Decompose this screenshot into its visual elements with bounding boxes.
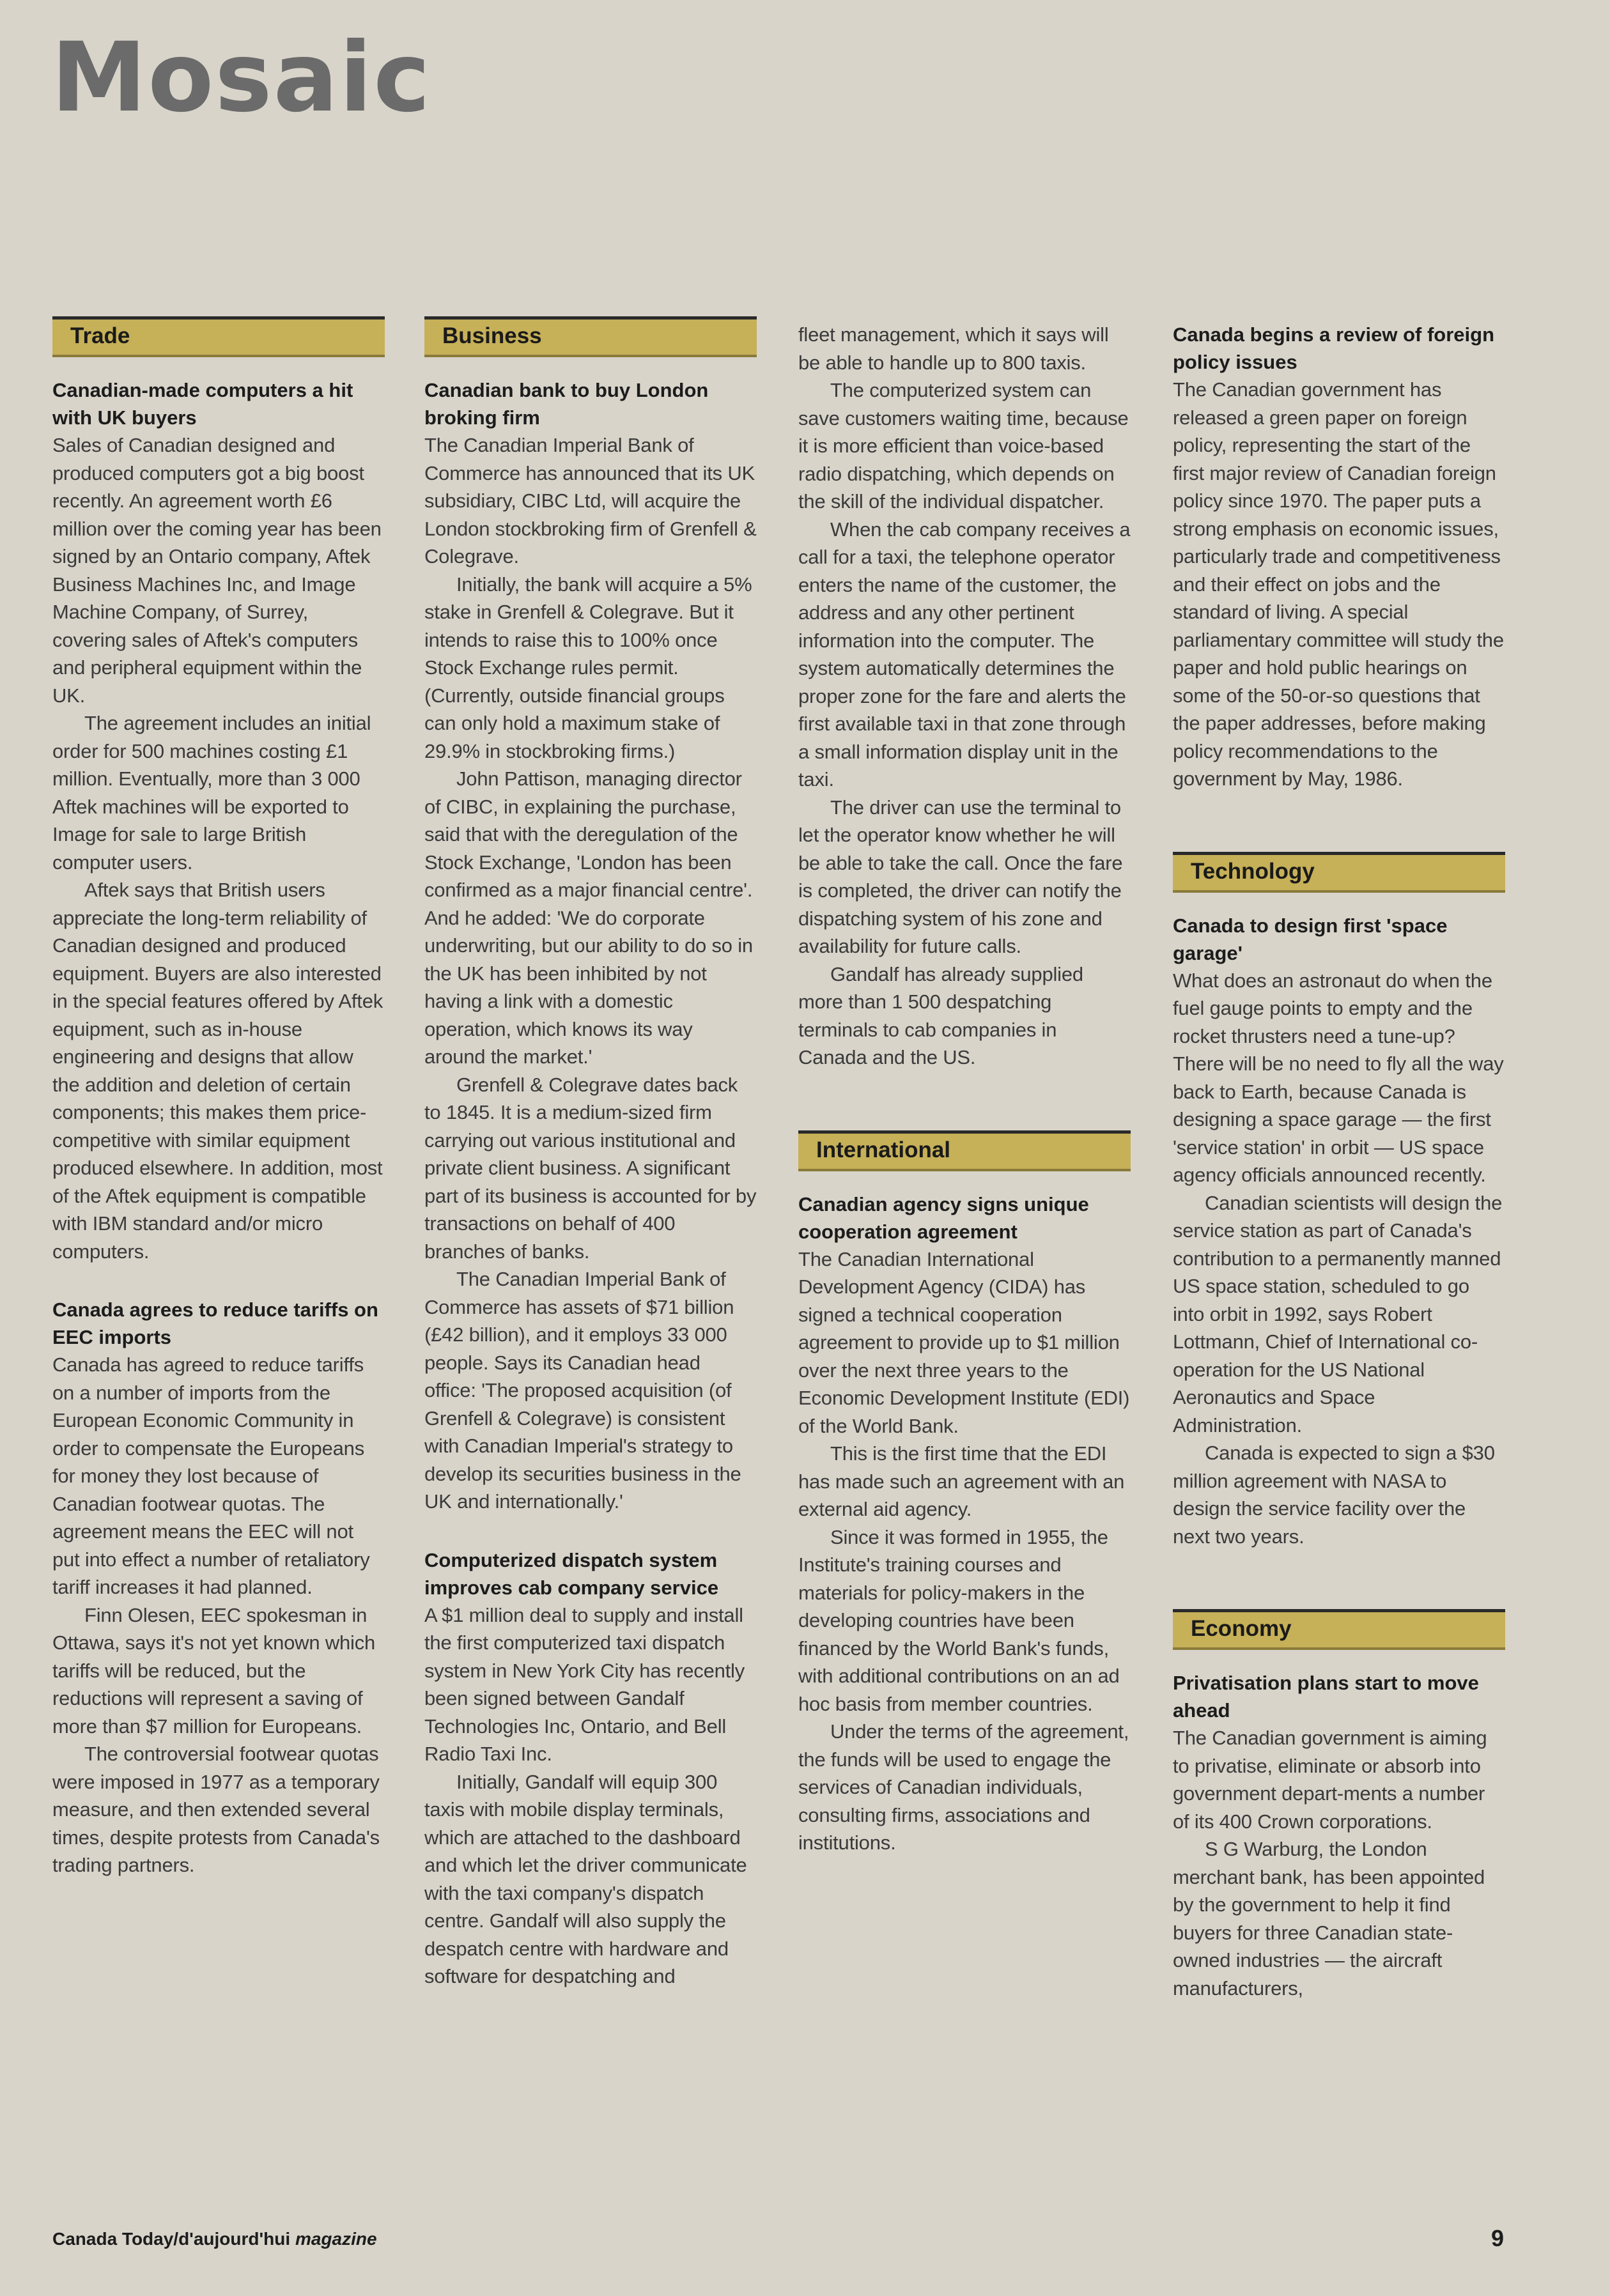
paragraph: John Pattison, managing director of CIBC, in explaining the purchase, said that with the deregulation of the Stock Exchange, 'London has been confirmed as a major financial centre'. And he added: 'We do corporate underwriting, but our ability to do so in the UK has been inhibited by not having a link with a domestic operation, which knows its way around the market.' [424,767,753,1068]
section-band-technology: Technology [1173,852,1505,890]
headline: Canadian bank to buy London broking firm [424,379,709,429]
paragraph: Finn Olesen, EEC spokesman in Ottawa, says it's not yet known which tariffs will be reduced, but the reductions will represent a saving of more than $7 million for Europeans. [52,1603,376,1737]
paragraph: What does an astronaut do when the fuel gauge points to empty and the rocket thrusters need a tune-up? There will be no need to fly all the way back to Earth, because Canada is designing a space garage — the first 'service station' in orbit — US space agency officials announced recently. [1173,969,1504,1186]
paragraph: Gandalf has already supplied more than 1 500 despatching terminals to cab companies in Canada and the US. [798,962,1083,1068]
article-computers-uk [52,376,385,1265]
paragraph: Canadian scientists will design the service station as part of Canada's contribution to a permanently manned US space station, scheduled to go into orbit in 1992, says Robert Lottmann, Chief of International co-operation for the US National Aeronautics and Space Administration. [1173,1191,1503,1437]
paragraph: Sales of Canadian designed and produced computers got a big boost recently. An agreement worth £6 million over the coming year has been signed by an Ontario company, Aftek Business Machines Inc, and Image Machine Company, of Surrey, covering sales of Aftek's computers and peripheral equipment within the UK. [52,434,382,707]
article-space-garage [1173,912,1505,1551]
headline: Computerized dispatch system improves cab company service [424,1548,719,1599]
headline: Privatisation plans start to move ahead [1173,1672,1479,1722]
article-bank-broking [424,376,757,1516]
column-2 [424,316,757,1991]
paragraph: Grenfell & Colegrave dates back to 1845. It is a medium-sized firm carrying out various institutional and private client business. A significant part of its business is accounted for by transactions on behalf of 400 branches of banks. [424,1073,757,1263]
paragraph: The controversial footwear quotas were imposed in 1977 as a temporary measure, and then extended several times, despite protests from Canada's trading partners. [52,1743,380,1876]
article-foreign-policy [1173,321,1505,793]
paragraph: Since it was formed in 1955, the Institute's training courses and materials for policy-makers in the developing countries have been financed by the World Bank's funds, with additional contributions on an ad hoc basis from member countries. [798,1525,1120,1715]
page-number: 9 [1491,2225,1505,2251]
paragraph: The Canadian Imperial Bank of Commerce has announced that its UK subsidiary, CIBC Ltd, will acquire the London stockbroking firm of Grenfell & Colegrave. [424,434,757,567]
article-cida-agreement [798,1190,1131,1857]
column-4 [1173,321,1505,2002]
paragraph: Initially, Gandalf will equip 300 taxis with mobile display terminals, which are attached to the dashboard and which let the driver communicate with the taxi company's dispatch centre. Gandalf will also supply the despatch centre with hardware and software for despatching and [424,1770,747,1987]
footer-publication-title [52,2229,377,2249]
section-band-business: Business [424,316,757,355]
article-eec-tariffs [52,1296,385,1879]
footer-title-suffix: magazine [295,2229,377,2249]
headline: Canada to design first 'space garage' [1173,914,1448,964]
column-3 [798,321,1131,1857]
paragraph: Canada has agreed to reduce tariffs on a number of imports from the European Economic Community in order to compensate the Europeans for money they lost because of Canadian footwear quotas. The agreement means the EEC will not put into effect a number of retaliatory tariff increases it had planned. [52,1353,370,1598]
headline: Canada agrees to reduce tariffs on EEC imports [52,1298,378,1348]
paragraph: Initially, the bank will acquire a 5% stake in Grenfell & Colegrave. But it intends to raise this to 100% once Stock Exchange rules permit. (Currently, outside financial groups can only hold a maximum stake of 29.9% in stockbroking firms.) [424,573,752,762]
paragraph: The agreement includes an initial order for 500 machines costing £1 million. Eventually, more than 3 000 Aftek machines will be exported to Image for sale to large British computer users. [52,712,371,874]
paragraph: The Canadian International Development Agency (CIDA) has signed a technical cooperation agreement to provide up to $1 million over the next three years to the Economic Development Institute (EDI) of the World Bank. [798,1247,1130,1437]
paragraph: When the cab company receives a call for a taxi, the telephone operator enters the name of the customer, the address and any other pertinent information into the computer. The system automatically determines the proper zone for the fare and alerts the first available taxi in that zone through a small information display unit in the taxi. [798,518,1131,790]
column-1 [52,316,385,1879]
article-dispatch-system [424,1546,757,1991]
headline: Canadian agency signs unique cooperation agreement [798,1192,1089,1243]
section-band-trade: Trade [52,316,385,355]
paragraph: Aftek says that British users appreciate the long-term reliability of Canadian designed and produced equipment. Buyers are also interested in the special features offered by Aftek equipment, such as in-house engineering and designs that allow the addition and deletion of certain components; this makes them price-competitive with similar equipment produced elsewhere. In addition, most of the Aftek equipment is compatible with IBM standard and/or micro computers. [52,879,383,1263]
section-band-economy: Economy [1173,1609,1505,1647]
section-band-international: International [798,1130,1131,1169]
paragraph: The computerized system can save customers waiting time, because it is more efficient than voice-based radio dispatching, which depends on the skill of the individual dispatcher. [798,379,1129,512]
paragraph: This is the first time that the EDI has made such an agreement with an external aid agency. [798,1442,1125,1520]
paragraph: A $1 million deal to supply and install the first computerized taxi dispatch system in New York City has recently been signed between Gandalf Technologies Inc, Ontario, and Bell Radio Taxi Inc. [424,1603,745,1765]
paragraph: The Canadian government is aiming to privatise, eliminate or absorb into government depart-ments a number of its 400 Crown corporations. [1173,1727,1487,1833]
paragraph: fleet management, which it says will be able to handle up to 800 taxis. [798,323,1109,374]
paragraph: The driver can use the terminal to let the operator know whether he will be able to take the call. Once the fare is completed, the driver can notify the dispatching system of his zone and availability for future calls. [798,796,1123,957]
paragraph: Under the terms of the agreement, the funds will be used to engage the services of Canadian individuals, consulting firms, associations and institutions. [798,1720,1129,1854]
headline: Canada begins a review of foreign policy issues [1173,323,1495,373]
paragraph: S G Warburg, the London merchant bank, has been appointed by the government to help it find buyers for three Canadian state-owned industries — the aircraft manufacturers, [1173,1838,1485,1999]
headline: Canadian-made computers a hit with UK buyers [52,379,353,429]
article-dispatch-system-continued [798,321,1131,1072]
article-privatisation [1173,1669,1505,2002]
paragraph: Canada is expected to sign a $30 million agreement with NASA to design the service facility over the next two years. [1173,1442,1495,1548]
paragraph: The Canadian government has released a green paper on foreign policy, representing the start of the first major review of Canadian foreign policy since 1970. The paper puts a strong emphasis on economic issues, particularly trade and competitiveness and their effect on jobs and the standard of living. A special parliamentary committee will study the paper and hold public hearings on some of the 50-or-so questions that the paper addresses, before making policy recommendations to the government by May, 1986. [1173,378,1504,790]
footer-title: Canada Today/d'aujourd'hui [52,2229,291,2249]
paragraph: The Canadian Imperial Bank of Commerce has assets of $71 billion (£42 billion), and it employs 33 000 people. Says its Canadian head office: 'The proposed acquisition (of Grenfell & Colegrave) is consistent with Canadian Imperial's strategy to develop its securities business in the UK and internationally.' [424,1268,741,1513]
masthead: Mosaic [51,22,432,134]
